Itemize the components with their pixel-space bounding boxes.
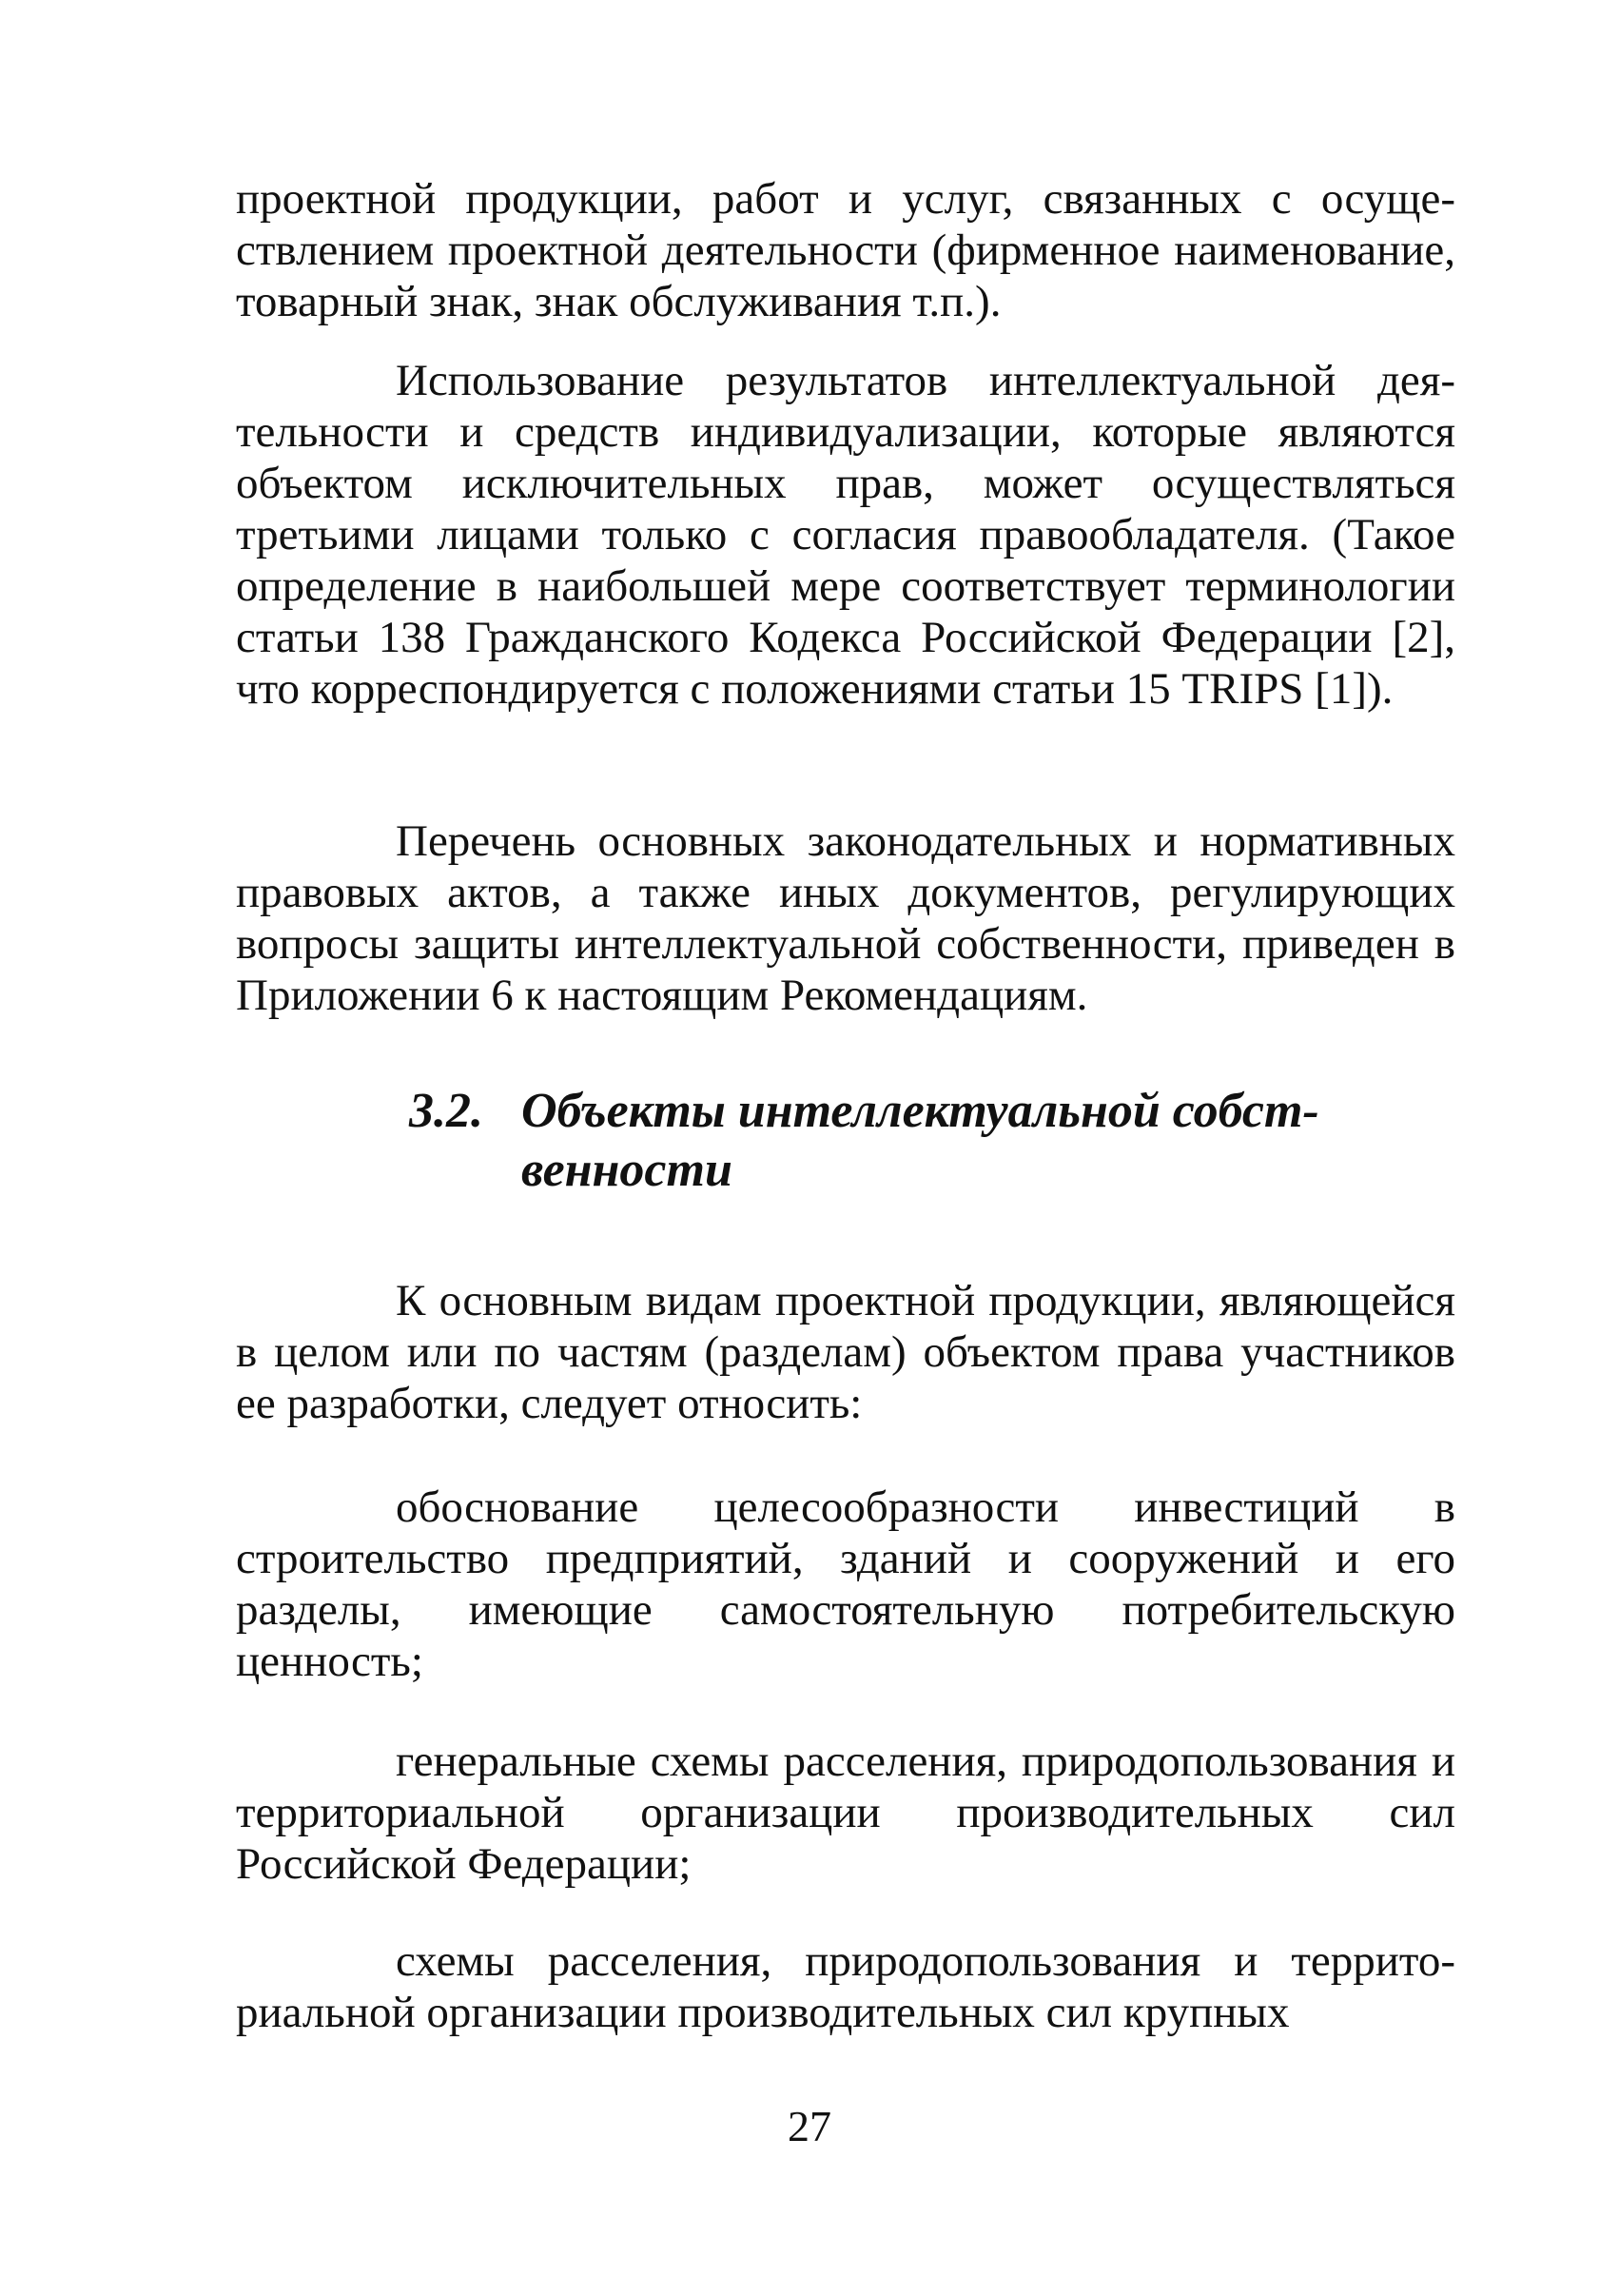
page-number: 27 (788, 2102, 831, 2150)
section-number: 3.2. (409, 1084, 483, 1138)
paragraph-continuation: проектной продукции, работ и услуг, связанных с осуществлением проектной деятельности (фирменное наименование, товарный знак, знак обслуживания т.п.). (236, 174, 1455, 326)
paragraph-ip-usage: Использование результатов интеллектуальной деятельности и средств индивидуализации, которые являются объектом исключительных прав, может осуществляться третьими лицами только с согласия правообладателя. (Такое определение в наибольшей мере соответствует терминологии статьи 138 Гражданского Кодекса Российской Федерации [2], что корреспондируется с положениями статьи 15 TRIPS [1]). (236, 356, 1455, 714)
paragraph-legal-acts: Перечень основных законодательных и нормативных правовых актов, а также иных документов, регулирующих вопросы защиты интеллектуальной собственности, приведен в Приложении 6 к настоящим Рекомендациям. (236, 816, 1455, 1020)
section-title: Объекты интеллектуальной собственности (521, 1084, 1319, 1197)
list-item-investment-justification: обоснование целесообразности инвестиций в строительство предприятий, зданий и сооружений и его разделы, имеющие самостоятельную потребительскую ценность; (236, 1482, 1455, 1686)
list-item-general-schemes: генеральные схемы расселения, природопользования и территориальной организации производительных сил Российской Федерации; (236, 1737, 1455, 1889)
paragraph-product-types: К основным видам проектной продукции, являющейся в целом или по частям (разделам) объектом права участников ее разработки, следует относить: (236, 1276, 1455, 1428)
section-heading (409, 1082, 1455, 1200)
list-item-regional-schemes: схемы расселения, природопользования и территориальной организации производительных сил крупных (236, 1936, 1455, 2037)
